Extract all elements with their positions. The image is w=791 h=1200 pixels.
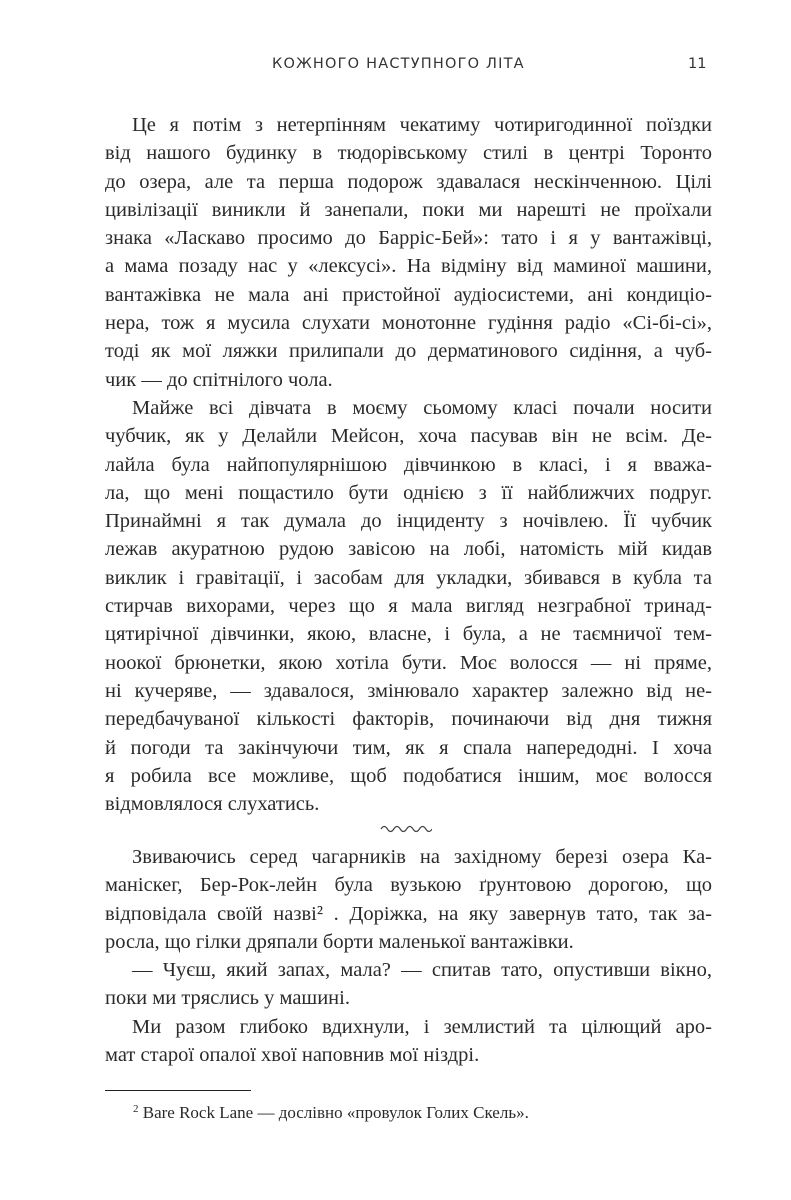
paragraph	[105, 394, 712, 818]
text-line: вантажівка не мала ані пристойної аудіосистеми, ані кондиціо-	[105, 283, 712, 306]
section-1-text	[105, 111, 712, 818]
text-line: Звиваючись серед чагарників на західному березі озера Ка-	[132, 846, 712, 868]
text-line: цятирічної дівчинки, якою, власне, і була, а не таємничої тем-	[105, 623, 712, 646]
text-line: виклик і гравітації, і засобам для укладки, збивався в кубла та	[105, 566, 712, 589]
text-line: Майже всі дівчата в моєму сьомому класі почали носити	[132, 396, 712, 419]
text-line: знака «Ласкаво просимо до Барріс-Бей»: тато і я у вантажівці,	[105, 227, 712, 250]
text-line: до озера, але та перша подорож здавалася нескінченною. Цілі	[105, 170, 712, 193]
text-line: ні кучеряве, — здавалося, змінювало характер залежно від не-	[105, 679, 712, 702]
text-line: мат старої опалої хвої наповнив мої ніздрі.	[105, 1044, 480, 1067]
section-break-ornament-icon	[380, 822, 432, 836]
footnote-text: Bare Rock Lane — дослівно «провулок Голих Скель».	[142, 1103, 529, 1122]
text-line: я робила все можливе, щоб подобатися іншим, моє волосся	[105, 764, 712, 787]
text-line: поки ми тряслись у машині.	[105, 987, 350, 1010]
paragraph	[105, 956, 712, 1013]
text-line: відмовлялося слухатись.	[105, 793, 320, 816]
text-line: росла, що гілки дряпали борти маленької вантажівки.	[105, 930, 574, 953]
section-2-text	[105, 843, 712, 1069]
text-line: нера, тож я мусила слухати монотонне гудіння радіо «Сі-бі-сі»,	[105, 312, 712, 335]
text-line: Принаймні я так думала до інциденту з ночівлею. Її чубчик	[105, 510, 712, 533]
text-line: лежав акуратною рудою завісою на лобі, натомість мій кидав	[105, 538, 712, 561]
text-line: й погоди та закінчуючи тим, як я спала напередодні. І хоча	[105, 736, 712, 759]
text-line: від нашого будинку в тюдорівському стилі в центрі Торонто	[105, 142, 712, 165]
paragraph	[105, 843, 712, 956]
text-line: Це я потім з нетерпінням чекатиму чотиригодинної поїздки	[132, 114, 712, 136]
running-title: КОЖНОГО НАСТУПНОГО ЛІТА	[272, 56, 525, 72]
text-line: відповідала своїй назві² . Доріжка, на яку завернув тато, так за-	[105, 902, 712, 925]
text-line: — Чуєш, який запах, мала? — спитав тато, опустивши вікно,	[132, 959, 712, 982]
text-line: тоді як мої ляжки прилипали до дерматинового сидіння, а чуб-	[105, 340, 712, 363]
text-line: стирчав вихорами, через що я мала вигляд незграбної тринад-	[105, 595, 712, 618]
text-line: цивілізації виникли й занепали, поки ми нарешті не проїхали	[105, 198, 712, 221]
paragraph	[105, 1013, 712, 1070]
text-line: ла, що мені пощастило бути однією з її найближчих подруг.	[105, 481, 712, 504]
footnote-divider	[105, 1090, 251, 1091]
text-line: ноокої брюнетки, якою хотіла бути. Моє волосся — ні пряме,	[105, 651, 712, 674]
text-line: лайла була найпопулярнішою дівчинкою в класі, і я вважа-	[105, 453, 712, 476]
text-line: чубчик, як у Делайли Мейсон, хоча пасував він не всім. Де-	[105, 425, 712, 448]
footnote-marker: 2	[133, 1103, 139, 1115]
text-line: чик — до спітнілого чола.	[105, 368, 333, 391]
paragraph	[105, 111, 712, 394]
text-line: Ми разом глибоко вдихнули, і землистий та цілющий аро-	[132, 1015, 712, 1038]
text-line: маніскег, Бер-Рок-лейн була вузькою ґрунтовою дорогою, що	[105, 874, 712, 897]
page-header	[0, 56, 791, 78]
page-number: 11	[688, 56, 707, 72]
text-line: передбачуваної кількості факторів, починаючи від дня тижня	[105, 708, 712, 731]
text-line: а мама позаду нас у «лексусі». На відміну від маминої машини,	[105, 255, 712, 278]
footnote	[133, 1102, 529, 1124]
